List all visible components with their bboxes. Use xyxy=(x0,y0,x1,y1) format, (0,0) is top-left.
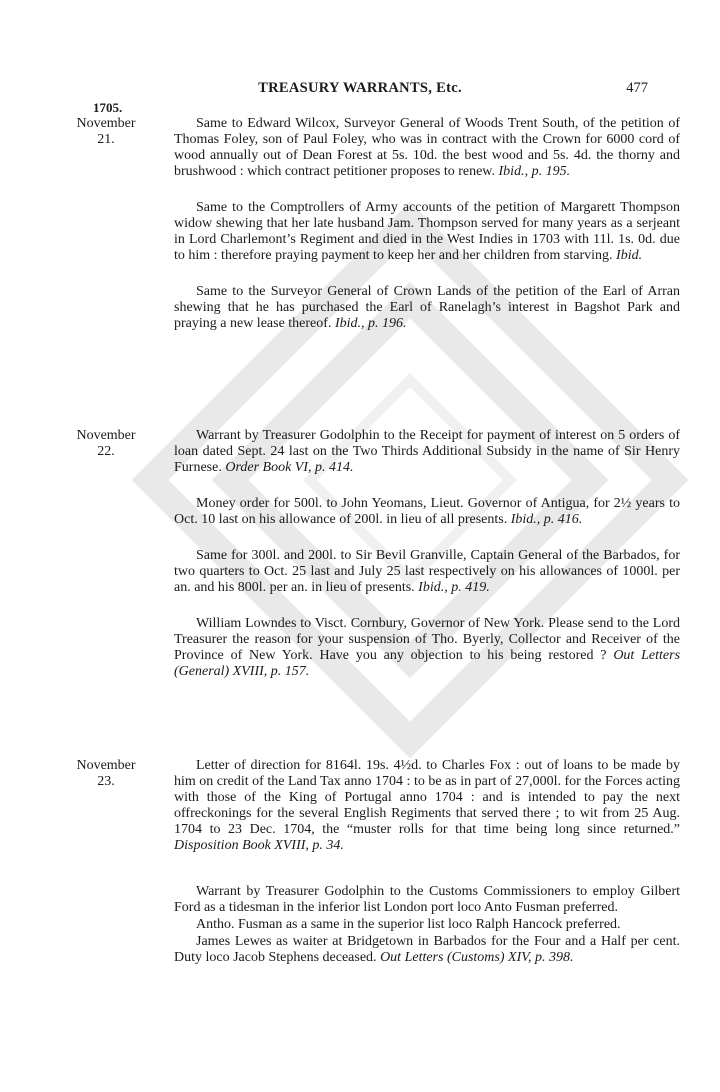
margin-date-nov-21 xyxy=(60,116,152,148)
entry-paragraph xyxy=(174,428,680,476)
margin-date-day: 21. xyxy=(97,132,115,147)
entry-paragraph xyxy=(174,616,680,680)
margin-year: 1705. xyxy=(93,100,123,115)
entries-nov-22 xyxy=(174,428,680,680)
entry-text: James Lewes as waiter at Bridgetown in Barbados for the Four and a Half per cent. Duty loco Jacob Stephens deceased. xyxy=(174,934,680,965)
entries-nov-21 xyxy=(174,116,680,332)
running-header xyxy=(0,80,720,102)
margin-date-day: 22. xyxy=(97,444,115,459)
entry-reference: Out Letters (Customs) XIV, p. 398. xyxy=(380,950,574,965)
entry-reference: Out Letters (General) XVIII, p. 157. xyxy=(174,648,681,679)
entry-reference: Order Book VI, p. 414. xyxy=(225,460,354,475)
entry-text: Same to the Comptrollers of Army accounts of the petition of Margarett Thompson widow shewing that her late husband Jam. Thompson served for many years as a serjeant in Lord Charlemont’s Regiment and died in the West Indies in 1703 with 11l. 1s. 0d. due to him : therefore praying payment to keep her and her children from starving. xyxy=(174,200,680,263)
entry-reference: Ibid., p. 416. xyxy=(510,512,583,527)
margin-date-month: November xyxy=(76,116,136,131)
margin-date-month: November xyxy=(76,758,136,773)
entry-paragraph xyxy=(174,548,680,596)
entry-paragraph xyxy=(174,934,680,966)
margin-date-nov-22 xyxy=(60,428,152,460)
entry-text: Same to the Surveyor General of Crown Lands of the petition of the Earl of Arran shewing that he has purchased the Earl of Ranelagh’s interest in Bagshot Park and praying a new lease thereof. xyxy=(174,284,680,331)
entry-text: Same to Edward Wilcox, Surveyor General of Woods Trent South, of the petition of Thomas Foley, son of Paul Foley, who was in contract with the Crown for 6000 cord of wood annually out of Dean Forest at 5s. 10d. the best wood and 5s. 4d. the thorny and brushwood : which contract petitioner proposes to renew. xyxy=(174,116,680,179)
entry-paragraph xyxy=(174,917,680,933)
entry-paragraph xyxy=(174,200,680,264)
entry-paragraph xyxy=(174,884,680,916)
entry-reference: Ibid., p. 195. xyxy=(498,164,571,179)
entry-reference: Ibid. xyxy=(616,248,643,263)
entry-reference: Ibid., p. 196. xyxy=(334,316,407,331)
entry-paragraph xyxy=(174,284,680,332)
margin-date-nov-23 xyxy=(60,758,152,790)
entry-text: Letter of direction for 8164l. 19s. 4½d. to Charles Fox : out of loans to be made by him on credit of the Land Tax anno 1704 : to be as in part of 27,000l. for the Forces acting with those of the King of Portugal anno 1704 : and is intended to pay the next offreckonings for the several English Regiments that served there ; to wit from 25 Aug. 1704 to 23 Dec. 1704, the “muster rolls for that time being long since returned.” xyxy=(174,758,680,837)
entry-reference: Ibid., p. 419. xyxy=(418,580,490,595)
entries-nov-23 xyxy=(174,758,680,966)
entry-text: William Lowndes to Visct. Cornbury, Governor of New York. Please send to the Lord Treasurer the reason for your suspension of Tho. Byerly, Collector and Receiver of the Province of New York. Have you any objection to his being restored ? xyxy=(174,616,680,663)
margin-date-day: 23. xyxy=(97,774,115,789)
entry-text: Antho. Fusman as a same in the superior list loco Ralph Hancock preferred. xyxy=(196,917,621,932)
entry-text: Warrant by Treasurer Godolphin to the Receipt for payment of interest on 5 orders of loan dated Sept. 24 last on the Two Thirds Additional Subsidy in the name of Sir Henry Furnese. xyxy=(174,428,680,475)
entry-text: Money order for 500l. to John Yeomans, Lieut. Governor of Antigua, for 2½ years to Oct. 10 last on his allowance of 200l. in lieu of all presents. xyxy=(174,496,680,527)
entry-paragraph xyxy=(174,496,680,528)
page-title: TREASURY WARRANTS, Etc. xyxy=(258,80,462,96)
entry-paragraph xyxy=(174,758,680,854)
entry-text: Same for 300l. and 200l. to Sir Bevil Granville, Captain General of the Barbados, for two quarters to Oct. 25 last and July 25 last respectively on his allowances of 1000l. per an. and his 800l. per an. in lieu of presents. xyxy=(174,548,680,595)
page-number: 477 xyxy=(626,80,648,96)
entry-text: Warrant by Treasurer Godolphin to the Customs Commissioners to employ Gilbert Ford as a tidesman in the inferior list London port loco Anto Fusman preferred. xyxy=(174,884,680,915)
margin-date-month: November xyxy=(76,428,136,443)
entry-paragraph xyxy=(174,116,680,180)
entry-reference: Disposition Book XVIII, p. 34. xyxy=(174,838,344,853)
